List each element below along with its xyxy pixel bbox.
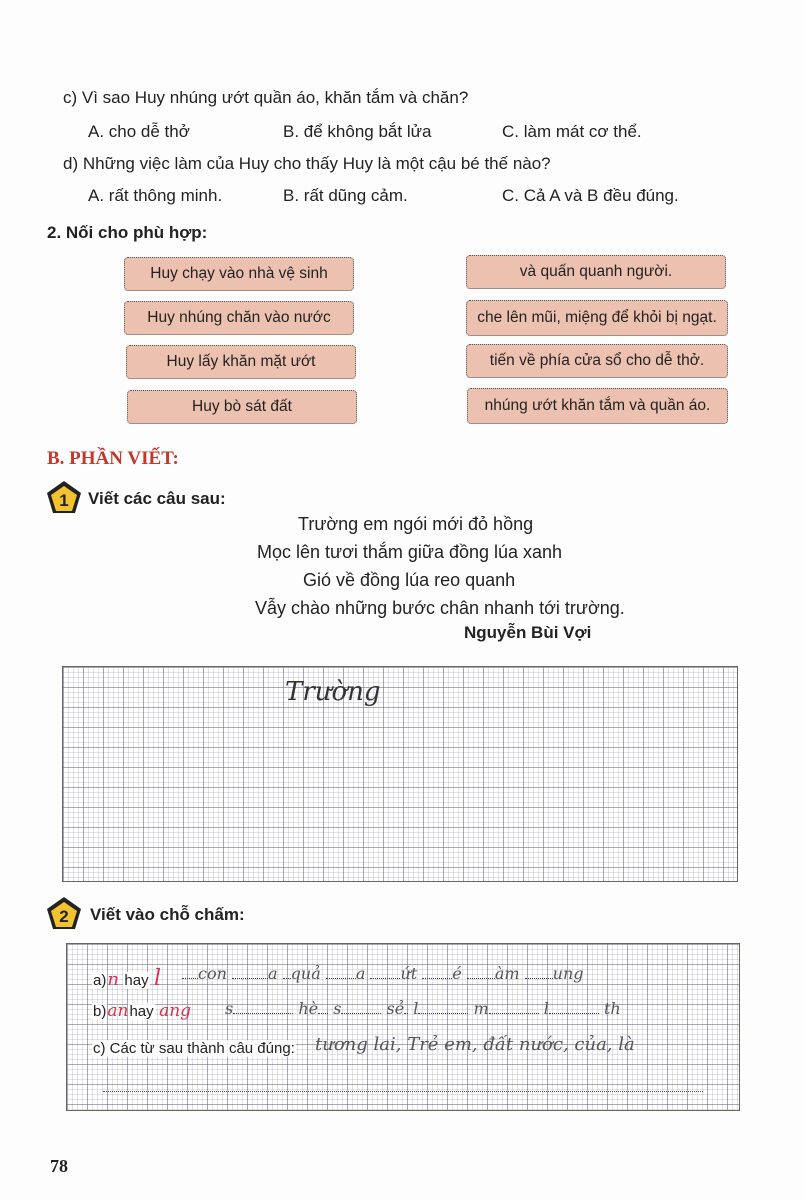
match-left-2[interactable]: Huy nhúng chăn vào nước	[124, 301, 354, 335]
row-b-prefix: b)	[93, 1003, 107, 1020]
row-b-opt1: an	[107, 1001, 129, 1021]
row-b-blanks: s hè s sẻ l m l th	[225, 999, 621, 1018]
row-b	[92, 1001, 191, 1021]
match-left-1[interactable]: Huy chạy vào nhà vệ sinh	[124, 257, 354, 291]
task-2-title: Viết vào chỗ chấm:	[90, 905, 245, 924]
task-1-badge	[46, 480, 82, 514]
section-b-title: B. PHẦN VIẾT:	[47, 448, 179, 469]
option-c-a: A. cho dễ thở	[88, 122, 190, 141]
match-right-4[interactable]: nhúng ướt khăn tắm và quần áo.	[467, 388, 728, 424]
row-b-hay: hay	[129, 1003, 154, 1020]
handwritten-word: Trường	[285, 677, 381, 707]
poem-line-1: Trường em ngói mới đỏ hồng	[298, 514, 534, 534]
matching-title: 2. Nối cho phù hợp:	[47, 223, 208, 242]
match-right-2[interactable]: che lên mũi, miệng để khỏi bị ngạt.	[466, 300, 728, 336]
match-right-1[interactable]: và quấn quanh người.	[466, 255, 726, 289]
option-d-a: A. rất thông minh.	[88, 186, 223, 205]
match-right-3[interactable]: tiến về phía cửa sổ cho dễ thở.	[466, 344, 728, 378]
question-d: d) Những việc làm của Huy cho thấy Huy là một cậu bé thế nào?	[63, 154, 551, 173]
row-c-words: tương lai, Trẻ em, đất nước, của, là	[315, 1034, 635, 1055]
writing-grid-2[interactable]	[66, 943, 740, 1111]
row-a	[92, 966, 161, 991]
question-c: c) Vì sao Huy nhúng ướt quần áo, khăn tắm và chăn?	[63, 88, 469, 107]
row-b-opt2: ang	[159, 1001, 192, 1021]
poem-author: Nguyễn Bùi Vợi	[464, 623, 592, 642]
match-left-3[interactable]: Huy lấy khăn mặt ướt	[126, 345, 356, 379]
match-left-4[interactable]: Huy bò sát đất	[127, 390, 357, 424]
task-1-number: 1	[59, 491, 69, 510]
page-number: 78	[50, 1156, 68, 1176]
option-d-c: C. Cả A và B đều đúng.	[502, 186, 679, 205]
row-a-hay: hay	[124, 972, 149, 989]
row-a-opt2: l	[154, 966, 162, 991]
option-c-c: C. làm mát cơ thể.	[502, 122, 642, 141]
task-2-badge	[46, 896, 82, 930]
writing-grid-1[interactable]	[62, 666, 738, 882]
row-c	[92, 1040, 296, 1058]
row-a-prefix: a)	[93, 972, 107, 989]
row-c-label: c) Các từ sau thành câu đúng:	[93, 1040, 295, 1057]
poem-line-4: Vẫy chào những bước chân nhanh tới trường.	[255, 598, 625, 618]
poem-line-3: Gió về đồng lúa reo quanh	[303, 570, 516, 590]
poem-line-2: Mọc lên tươi thắm giữa đồng lúa xanh	[257, 542, 563, 562]
task-2-number: 2	[59, 907, 69, 926]
option-d-b: B. rất dũng cảm.	[283, 186, 408, 205]
option-c-b: B. để không bắt lửa	[283, 122, 432, 141]
row-a-opt1: n	[107, 969, 119, 990]
task-1-title: Viết các câu sau:	[88, 489, 226, 508]
row-a-blanks: con a quả a ứt é àm ung	[182, 964, 727, 983]
row-c-answer-line[interactable]	[103, 1091, 703, 1092]
